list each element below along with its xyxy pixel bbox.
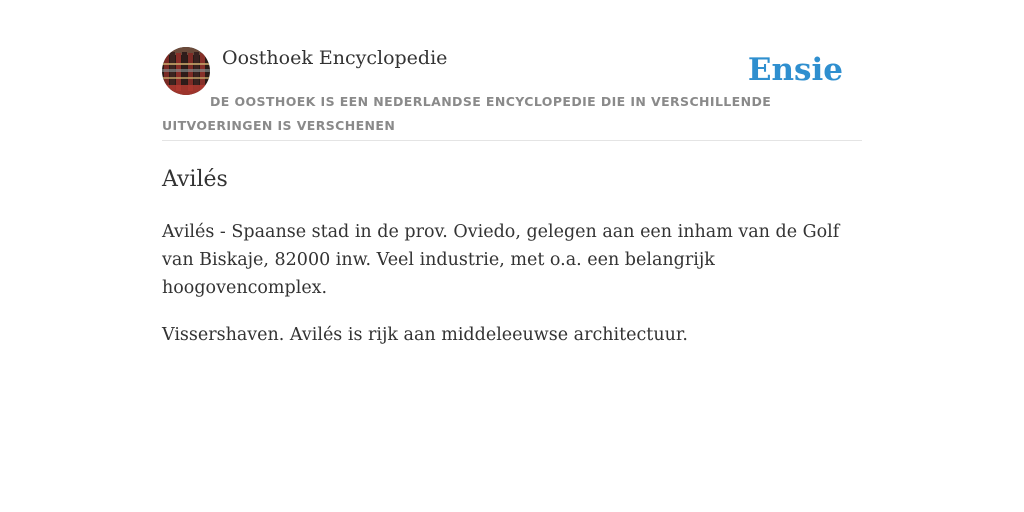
site-header [162, 46, 862, 141]
site-title[interactable]: Oosthoek Encyclopedie [222, 47, 448, 69]
avatar[interactable] [162, 47, 210, 95]
site-tagline: DE OOSTHOEK IS EEN NEDERLANDSE ENCYCLOPEDIE DIE IN VERSCHILLENDE UITVOERINGEN IS VERSCHENEN [162, 94, 772, 133]
article-paragraph: Avilés - Spaanse stad in de prov. Oviedo, gelegen aan een inham van de Golf van Biskaje, 82000 inw. Veel industrie, met o.a. een belangrijk hoogovencomplex. [162, 222, 840, 298]
article-paragraph: Vissershaven. Avilés is rijk aan middeleeuwse architectuur. [162, 325, 688, 345]
encyclopedia-books-icon [162, 47, 210, 95]
page [162, 0, 862, 349]
brand-logo[interactable]: Ensie [747, 52, 843, 88]
article-body [162, 218, 862, 349]
article-title: Avilés [162, 167, 228, 192]
